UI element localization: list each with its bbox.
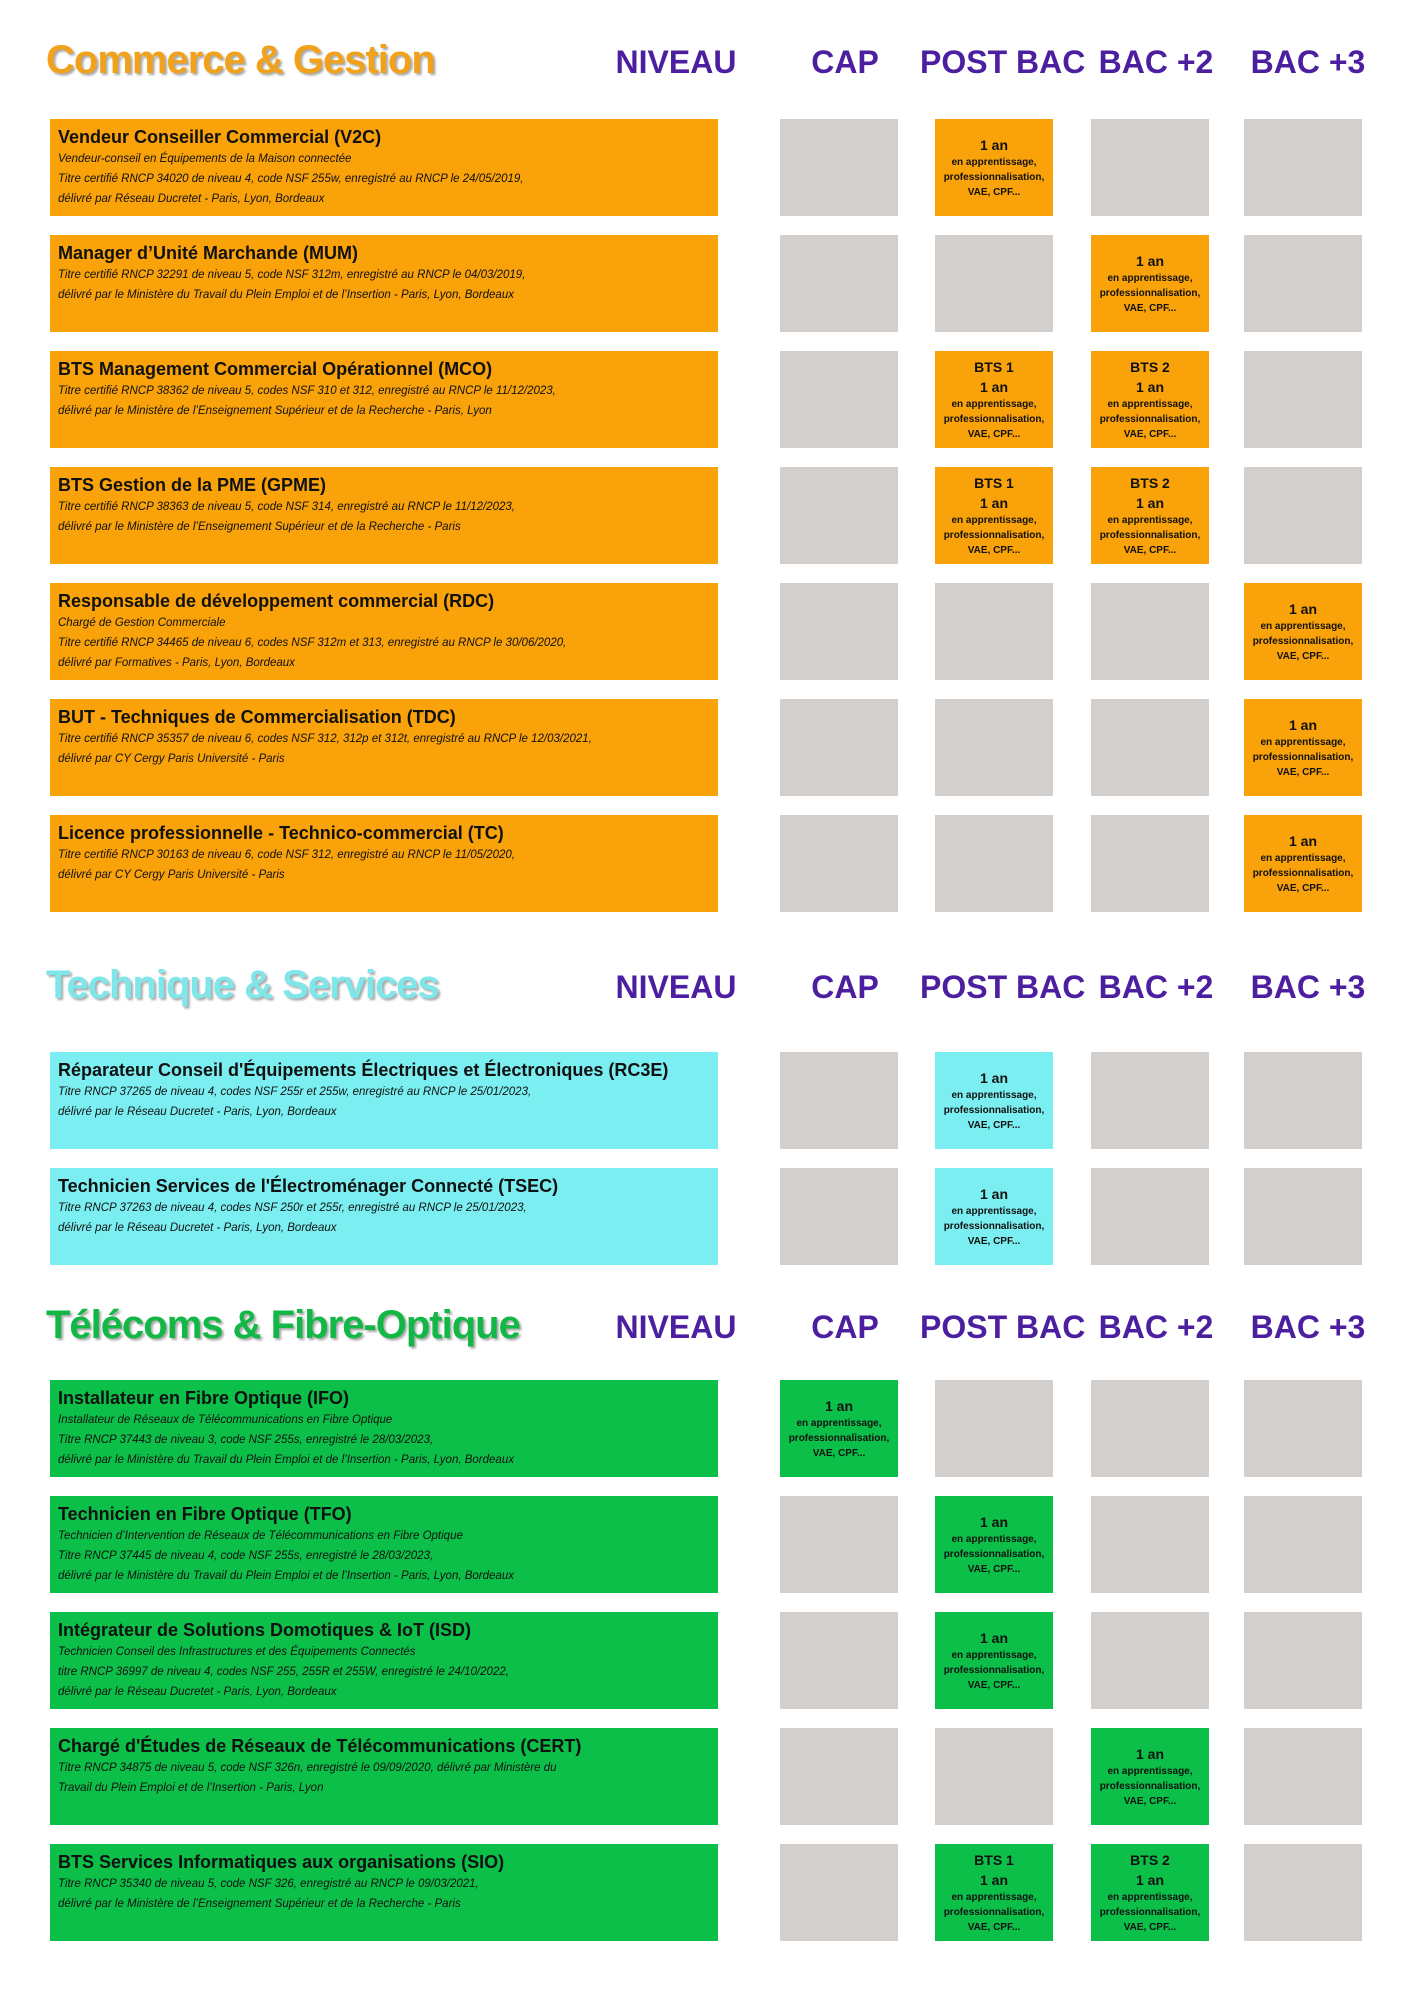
column-header-4: BAC +3 [1250, 1309, 1366, 1345]
formation-info [50, 235, 718, 332]
level-cell-cap [780, 815, 898, 912]
level-cell-cap [780, 583, 898, 680]
cell-modes: en apprentissage, [1107, 515, 1193, 526]
formation-detail: délivré par le Ministère de l’Enseignement Supérieur et de la Recherche - Paris, Lyon [58, 405, 492, 417]
level-cell-bac2 [1091, 467, 1209, 564]
level-cell-bac3 [1244, 119, 1362, 216]
cell-modes: professionnalisation, [943, 1549, 1045, 1560]
cell-modes: en apprentissage, [1107, 1766, 1193, 1777]
level-cell-bac3 [1244, 583, 1362, 680]
formation-detail: délivré par le Réseau Ducretet - Paris, Lyon, Bordeaux [58, 1106, 337, 1118]
cell-modes: en apprentissage, [951, 157, 1037, 168]
formation-row [0, 1496, 1414, 1593]
level-cell-cap [780, 351, 898, 448]
formation-row [0, 1052, 1414, 1149]
cell-duration: 1 an [979, 1872, 1008, 1888]
formation-detail: Titre RNCP 37443 de niveau 3, code NSF 255s, enregistré le 28/03/2023, [58, 1434, 434, 1446]
level-cell-post [935, 1728, 1053, 1825]
level-cell-bac2 [1091, 1612, 1209, 1709]
formation-row [0, 1380, 1414, 1477]
formation-info [50, 351, 718, 448]
cell-modes: professionnalisation, [1099, 288, 1201, 299]
cell-modes: en apprentissage, [1260, 621, 1346, 632]
formation-detail: Travail du Plein Emploi et de l’Insertion - Paris, Lyon [58, 1782, 324, 1794]
level-cell-bac2 [1091, 351, 1209, 448]
cell-modes: VAE, CPF... [1123, 1796, 1177, 1807]
cell-modes: professionnalisation, [943, 414, 1045, 425]
level-cell-bac2 [1091, 1168, 1209, 1265]
cell-modes: VAE, CPF... [812, 1448, 866, 1459]
level-cell-cap [780, 235, 898, 332]
level-cell-bac2 [1091, 583, 1209, 680]
formation-info [50, 583, 718, 680]
column-header-3: BAC +2 [1098, 969, 1214, 1005]
formation-info [50, 1728, 718, 1825]
level-cell-bac2 [1091, 815, 1209, 912]
cell-modes: professionnalisation, [1252, 636, 1354, 647]
cell-title: BTS 1 [974, 359, 1014, 375]
level-cell-cap [780, 1496, 898, 1593]
cell-modes: en apprentissage, [951, 1206, 1037, 1217]
cell-modes: VAE, CPF... [1123, 303, 1177, 314]
section-rows [0, 119, 1414, 931]
level-cell-post [935, 583, 1053, 680]
cell-modes: en apprentissage, [796, 1418, 882, 1429]
formation-name: BTS Gestion de la PME (GPME) [58, 475, 327, 495]
cell-title: BTS 2 [1130, 359, 1170, 375]
section-2 [0, 1295, 1414, 1933]
level-cell-bac2 [1091, 235, 1209, 332]
cell-duration: 1 an [979, 1186, 1008, 1202]
formation-detail: délivré par le Réseau Ducretet - Paris, Lyon, Bordeaux [58, 1222, 337, 1234]
level-cell-cap [780, 1052, 898, 1149]
formation-row [0, 1728, 1414, 1825]
cell-modes: VAE, CPF... [1276, 767, 1330, 778]
level-cell-cap [780, 1844, 898, 1941]
formation-row [0, 1844, 1414, 1941]
formation-detail: Titre RNCP 35340 de niveau 5, code NSF 326, enregistré au RNCP le 09/03/2021, [58, 1878, 479, 1890]
formation-detail: Titre RNCP 37265 de niveau 4, codes NSF 255r et 255w, enregistré au RNCP le 25/01/2023, [58, 1086, 532, 1098]
level-cell-bac3 [1244, 1496, 1362, 1593]
cell-title: BTS 2 [1130, 1852, 1170, 1868]
level-cell-post [935, 815, 1053, 912]
cell-title: BTS 2 [1130, 475, 1170, 491]
cell-modes: en apprentissage, [951, 1090, 1037, 1101]
cell-modes: VAE, CPF... [1276, 883, 1330, 894]
level-cell-post [935, 1380, 1053, 1477]
formation-row [0, 467, 1414, 564]
level-cell-post [935, 1612, 1053, 1709]
section-1 [0, 955, 1414, 1247]
level-cell-bac3 [1244, 1168, 1362, 1265]
cell-modes: VAE, CPF... [1123, 1922, 1177, 1933]
formation-detail: Titre RNCP 37445 de niveau 4, code NSF 255s, enregistré le 28/03/2023, [58, 1550, 434, 1562]
cell-modes: en apprentissage, [1260, 853, 1346, 864]
level-cell-post [935, 235, 1053, 332]
cell-modes: professionnalisation, [943, 172, 1045, 183]
level-cell-bac3 [1244, 699, 1362, 796]
formation-name: Technicien Services de l'Électroménager Connecté (TSEC) [58, 1176, 559, 1196]
cell-duration: 1 an [979, 1630, 1008, 1646]
cell-modes: professionnalisation, [943, 1907, 1045, 1918]
formation-detail: titre RNCP 36997 de niveau 4, codes NSF 255, 255R et 255W, enregistré le 24/10/2022, [58, 1666, 509, 1678]
level-cell-bac3 [1244, 351, 1362, 448]
formation-info [50, 1612, 718, 1709]
cell-modes: professionnalisation, [943, 530, 1045, 541]
section-header [0, 30, 1414, 110]
column-header-2: POST BAC [920, 969, 1086, 1005]
formation-detail: délivré par CY Cergy Paris Université - Paris [58, 753, 285, 765]
cell-title: BTS 1 [974, 475, 1014, 491]
formation-detail: Technicien Conseil des Infrastructures et des Équipements Connectés [58, 1646, 416, 1658]
level-cell-bac2 [1091, 1844, 1209, 1941]
cell-modes: VAE, CPF... [967, 1236, 1021, 1247]
formation-name: Réparateur Conseil d'Équipements Électriques et Électroniques (RC3E) [58, 1060, 669, 1080]
formation-detail: délivré par Formatives - Paris, Lyon, Bordeaux [58, 657, 295, 669]
level-cell-bac3 [1244, 467, 1362, 564]
formation-detail: Titre certifié RNCP 35357 de niveau 6, codes NSF 312, 312p et 312t, enregistré au RNCP le 12/03/2021, [58, 733, 592, 745]
formation-info [50, 815, 718, 912]
formation-detail: Titre certifié RNCP 38362 de niveau 5, codes NSF 310 et 312, enregistré au RNCP le 11/12/2023, [58, 385, 556, 397]
cell-modes: en apprentissage, [1107, 273, 1193, 284]
column-header-0: NIVEAU [615, 44, 737, 80]
formation-detail: Titre certifié RNCP 38363 de niveau 5, code NSF 314, enregistré au RNCP le 11/12/2023, [58, 501, 515, 513]
formation-info [50, 119, 718, 216]
cell-duration: 1 an [979, 137, 1008, 153]
cell-modes: en apprentissage, [1260, 737, 1346, 748]
level-cell-bac3 [1244, 1380, 1362, 1477]
formation-name: Technicien en Fibre Optique (TFO) [58, 1504, 352, 1524]
cell-modes: VAE, CPF... [967, 429, 1021, 440]
cell-duration: 1 an [1288, 717, 1317, 733]
formation-detail: Titre certifié RNCP 34465 de niveau 6, codes NSF 312m et 313, enregistré au RNCP le 30/06/2020, [58, 637, 567, 649]
column-header-1: CAP [811, 1309, 879, 1345]
formation-row [0, 351, 1414, 448]
cell-title: BTS 1 [974, 1852, 1014, 1868]
cell-modes: professionnalisation, [1099, 1781, 1201, 1792]
cell-modes: en apprentissage, [951, 1534, 1037, 1545]
level-cell-bac3 [1244, 1728, 1362, 1825]
cell-duration: 1 an [979, 379, 1008, 395]
formation-info [50, 1496, 718, 1593]
formation-name: Responsable de développement commercial (RDC) [58, 591, 495, 611]
cell-modes: VAE, CPF... [967, 187, 1021, 198]
column-header-2: POST BAC [920, 1309, 1086, 1345]
cell-modes: en apprentissage, [951, 515, 1037, 526]
cell-modes: VAE, CPF... [1276, 651, 1330, 662]
formation-info [50, 699, 718, 796]
cell-duration: 1 an [1135, 253, 1164, 269]
level-cell-bac3 [1244, 815, 1362, 912]
formation-detail: délivré par le Ministère du Travail du Plein Emploi et de l’Insertion - Paris, Lyon, Bordeaux [58, 289, 514, 301]
level-cell-cap [780, 699, 898, 796]
formation-detail: délivré par le Ministère du Travail du Plein Emploi et de l’Insertion - Paris, Lyon, Bordeaux [58, 1454, 514, 1466]
formation-name: Intégrateur de Solutions Domotiques & IoT (ISD) [58, 1620, 472, 1640]
formation-detail: délivré par CY Cergy Paris Université - Paris [58, 869, 285, 881]
cell-modes: professionnalisation, [943, 1665, 1045, 1676]
cell-modes: professionnalisation, [943, 1105, 1045, 1116]
formation-detail: Titre RNCP 37263 de niveau 4, codes NSF 250r et 255r, enregistré au RNCP le 25/01/2023, [58, 1202, 527, 1214]
cell-duration: 1 an [1135, 495, 1164, 511]
formation-name: BTS Management Commercial Opérationnel (MCO) [58, 359, 493, 379]
column-header-3: BAC +2 [1098, 1309, 1214, 1345]
formation-name: Vendeur Conseiller Commercial (V2C) [58, 127, 382, 147]
cell-duration: 1 an [1288, 601, 1317, 617]
level-cell-bac2 [1091, 1496, 1209, 1593]
column-header-1: CAP [811, 44, 879, 80]
cell-duration: 1 an [824, 1398, 853, 1414]
level-cell-post [935, 699, 1053, 796]
formation-row [0, 815, 1414, 912]
formation-row [0, 1168, 1414, 1265]
level-cell-bac3 [1244, 1844, 1362, 1941]
column-header-2: POST BAC [920, 44, 1086, 80]
level-cell-cap [780, 467, 898, 564]
cell-modes: professionnalisation, [943, 1221, 1045, 1232]
level-cell-cap [780, 1380, 898, 1477]
level-cell-post [935, 1496, 1053, 1593]
formation-detail: Vendeur-conseil en Équipements de la Maison connectée [58, 153, 352, 165]
level-cell-bac2 [1091, 1728, 1209, 1825]
formation-info [50, 1052, 718, 1149]
cell-modes: VAE, CPF... [967, 1680, 1021, 1691]
formation-detail: délivré par le Réseau Ducretet - Paris, Lyon, Bordeaux [58, 1686, 337, 1698]
formation-name: Installateur en Fibre Optique (IFO) [58, 1388, 350, 1408]
cell-duration: 1 an [979, 495, 1008, 511]
formation-row [0, 235, 1414, 332]
formation-detail: Titre RNCP 34875 de niveau 5, code NSF 326n, enregistré le 09/09/2020, délivré par Ministère du [58, 1762, 557, 1774]
cell-modes: VAE, CPF... [1123, 545, 1177, 556]
cell-modes: VAE, CPF... [1123, 429, 1177, 440]
cell-modes: VAE, CPF... [967, 1564, 1021, 1575]
formation-row [0, 583, 1414, 680]
formation-info [50, 1168, 718, 1265]
formation-name: Manager d’Unité Marchande (MUM) [58, 243, 359, 263]
level-cell-post [935, 119, 1053, 216]
section-header [0, 1295, 1414, 1375]
formation-name: BTS Services Informatiques aux organisations (SIO) [58, 1852, 505, 1872]
formation-detail: Titre certifié RNCP 30163 de niveau 6, code NSF 312, enregistré au RNCP le 11/05/2020, [58, 849, 515, 861]
formation-detail: Titre certifié RNCP 32291 de niveau 5, code NSF 312m, enregistré au RNCP le 04/03/2019, [58, 269, 526, 281]
column-header-1: CAP [811, 969, 879, 1005]
section-header [0, 955, 1414, 1035]
level-cell-cap [780, 1168, 898, 1265]
formation-detail: délivré par Réseau Ducretet - Paris, Lyon, Bordeaux [58, 193, 325, 205]
formation-detail: Chargé de Gestion Commerciale [58, 617, 226, 629]
formation-detail: délivré par le Ministère de l’Enseignement Supérieur et de la Recherche - Paris [58, 1898, 461, 1910]
formation-row [0, 119, 1414, 216]
cell-duration: 1 an [1135, 1872, 1164, 1888]
cell-modes: professionnalisation, [1252, 752, 1354, 763]
level-cell-bac2 [1091, 119, 1209, 216]
cell-modes: en apprentissage, [1107, 1892, 1193, 1903]
section-0 [0, 30, 1414, 894]
level-cell-bac3 [1244, 235, 1362, 332]
cell-duration: 1 an [1135, 1746, 1164, 1762]
level-cell-bac3 [1244, 1612, 1362, 1709]
cell-modes: VAE, CPF... [967, 1922, 1021, 1933]
level-cell-bac2 [1091, 1052, 1209, 1149]
cell-modes: VAE, CPF... [967, 545, 1021, 556]
level-cell-bac2 [1091, 1380, 1209, 1477]
level-cell-cap [780, 1728, 898, 1825]
formation-name: Chargé d'Études de Réseaux de Télécommunications (CERT) [58, 1736, 582, 1756]
formation-name: BUT - Techniques de Commercialisation (TDC) [58, 707, 456, 727]
formation-detail: délivré par le Ministère du Travail du Plein Emploi et de l’Insertion - Paris, Lyon, Bordeaux [58, 1570, 514, 1582]
level-cell-bac2 [1091, 699, 1209, 796]
formation-info [50, 1844, 718, 1941]
cell-modes: professionnalisation, [788, 1433, 890, 1444]
cell-modes: VAE, CPF... [967, 1120, 1021, 1131]
column-header-0: NIVEAU [615, 969, 737, 1005]
cell-duration: 1 an [1135, 379, 1164, 395]
level-cell-post [935, 1168, 1053, 1265]
section-title: Technique & Services [46, 963, 439, 1007]
column-header-4: BAC +3 [1250, 44, 1366, 80]
formation-detail: Technicien d’Intervention de Réseaux de Télécommunications en Fibre Optique [58, 1530, 463, 1542]
cell-modes: professionnalisation, [1252, 868, 1354, 879]
column-header-3: BAC +2 [1098, 44, 1214, 80]
level-cell-post [935, 1844, 1053, 1941]
formation-row [0, 1612, 1414, 1709]
level-cell-post [935, 1052, 1053, 1149]
cell-modes: en apprentissage, [951, 1892, 1037, 1903]
formation-detail: délivré par le Ministère de l’Enseignement Supérieur et de la Recherche - Paris [58, 521, 461, 533]
cell-duration: 1 an [979, 1514, 1008, 1530]
formation-row [0, 699, 1414, 796]
column-header-0: NIVEAU [615, 1309, 737, 1345]
level-cell-cap [780, 119, 898, 216]
column-header-4: BAC +3 [1250, 969, 1366, 1005]
level-cell-cap [780, 1612, 898, 1709]
section-rows [0, 1380, 1414, 1960]
cell-modes: professionnalisation, [1099, 530, 1201, 541]
formation-detail: Installateur de Réseaux de Télécommunications en Fibre Optique [58, 1414, 393, 1426]
formation-info [50, 1380, 718, 1477]
cell-modes: professionnalisation, [1099, 414, 1201, 425]
formation-info [50, 467, 718, 564]
section-title: Télécoms & Fibre-Optique [46, 1303, 520, 1347]
cell-duration: 1 an [979, 1070, 1008, 1086]
level-cell-post [935, 351, 1053, 448]
level-cell-post [935, 467, 1053, 564]
cell-modes: en apprentissage, [951, 399, 1037, 410]
cell-modes: en apprentissage, [1107, 399, 1193, 410]
level-cell-bac3 [1244, 1052, 1362, 1149]
formation-name: Licence professionnelle - Technico-commercial (TC) [58, 823, 504, 843]
cell-modes: professionnalisation, [1099, 1907, 1201, 1918]
section-title: Commerce & Gestion [46, 38, 435, 82]
section-rows [0, 1052, 1414, 1284]
cell-duration: 1 an [1288, 833, 1317, 849]
formation-detail: Titre certifié RNCP 34020 de niveau 4, code NSF 255w, enregistré au RNCP le 24/05/2019, [58, 173, 524, 185]
cell-modes: en apprentissage, [951, 1650, 1037, 1661]
